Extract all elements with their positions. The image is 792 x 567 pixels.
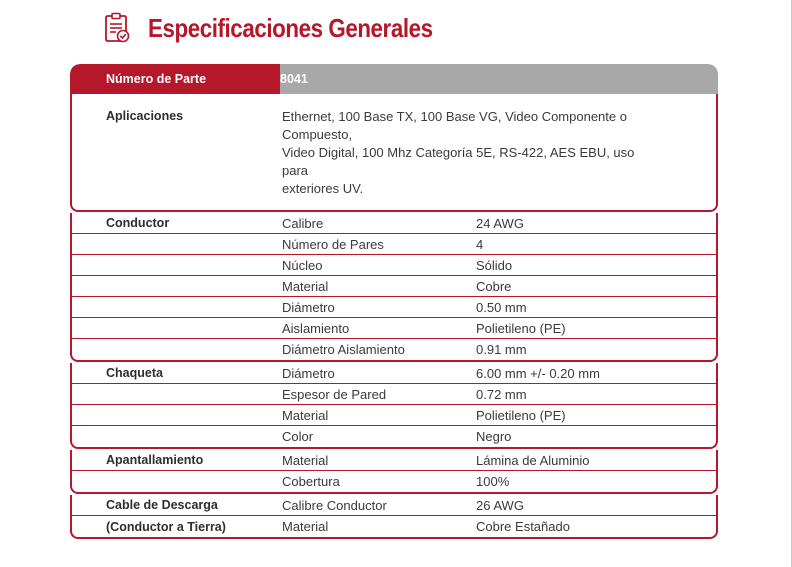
applications-text bbox=[282, 108, 662, 198]
table-row bbox=[72, 297, 716, 318]
property-name: Material bbox=[282, 278, 329, 294]
section-label: Apantallamiento bbox=[106, 453, 204, 467]
part-number-label: Número de Parte bbox=[70, 64, 280, 94]
property-value: Cobre bbox=[476, 278, 512, 294]
property-value: 26 AWG bbox=[476, 497, 524, 513]
section-label: Chaqueta bbox=[106, 366, 163, 380]
table-row bbox=[72, 405, 716, 426]
section-drain-wire bbox=[70, 495, 718, 539]
table-row bbox=[72, 255, 716, 276]
section-label: (Conductor a Tierra) bbox=[106, 519, 226, 534]
applications-label: Aplicaciones bbox=[106, 109, 184, 123]
property-name: Espesor de Pared bbox=[282, 386, 387, 402]
page-title: Especificaciones Generales bbox=[148, 12, 433, 43]
table-row bbox=[72, 339, 716, 360]
property-value: Lámina de Aluminio bbox=[476, 452, 590, 468]
section-conductor bbox=[70, 213, 718, 362]
part-number-value: 8041 bbox=[280, 72, 308, 86]
applications-line: Video Digital, 100 Mhz Categoría 5E, RS-422, AES EBU, uso para bbox=[282, 145, 635, 178]
table-row bbox=[72, 426, 716, 447]
property-name: Color bbox=[282, 429, 314, 444]
section-jacket bbox=[70, 363, 718, 449]
table-row bbox=[72, 384, 716, 405]
section-label: Cable de Descarga bbox=[106, 498, 218, 512]
table-row bbox=[72, 495, 716, 516]
property-value: Polietileno (PE) bbox=[476, 320, 566, 336]
property-value: 0.91 mm bbox=[476, 342, 527, 357]
property-value: 6.00 mm +/- 0.20 mm bbox=[476, 365, 600, 381]
property-value: Cobre Estañado bbox=[476, 519, 570, 534]
property-value: 0.50 mm bbox=[476, 299, 527, 315]
table-header bbox=[70, 64, 718, 94]
property-value: Polietileno (PE) bbox=[476, 407, 566, 423]
title-block bbox=[104, 12, 479, 44]
table-row bbox=[72, 318, 716, 339]
clipboard-check-icon bbox=[104, 12, 130, 44]
property-name: Material bbox=[282, 452, 329, 468]
property-name: Diámetro bbox=[282, 365, 335, 381]
table-row bbox=[72, 450, 716, 471]
property-value: Negro bbox=[476, 429, 512, 444]
property-name: Diámetro Aislamiento bbox=[282, 342, 405, 357]
property-value: 24 AWG bbox=[476, 215, 524, 231]
property-name: Número de Pares bbox=[282, 236, 384, 252]
section-shielding bbox=[70, 450, 718, 494]
section-label: Conductor bbox=[106, 216, 170, 230]
property-value: 0.72 mm bbox=[476, 386, 527, 402]
property-name: Diámetro bbox=[282, 299, 335, 315]
property-name: Cobertura bbox=[282, 474, 340, 489]
table-row bbox=[72, 276, 716, 297]
section-applications bbox=[70, 94, 718, 212]
spec-table bbox=[70, 64, 718, 539]
property-name: Núcleo bbox=[282, 257, 323, 273]
property-name: Material bbox=[282, 519, 329, 534]
property-name: Material bbox=[282, 407, 329, 423]
property-name: Aislamiento bbox=[282, 320, 350, 336]
applications-line: Ethernet, 100 Base TX, 100 Base VG, Video Componente o Compuesto, bbox=[282, 109, 627, 142]
table-row bbox=[72, 471, 716, 492]
table-row bbox=[72, 234, 716, 255]
part-number-value-cell bbox=[280, 64, 718, 94]
table-row bbox=[72, 213, 716, 234]
property-name: Calibre Conductor bbox=[282, 497, 387, 513]
property-value: 4 bbox=[476, 236, 484, 252]
property-name: Calibre bbox=[282, 215, 324, 231]
table-row bbox=[72, 516, 716, 537]
applications-line: exteriores UV. bbox=[282, 181, 364, 196]
property-value: Sólido bbox=[476, 257, 513, 273]
property-value: 100% bbox=[476, 474, 510, 489]
table-row bbox=[72, 363, 716, 384]
